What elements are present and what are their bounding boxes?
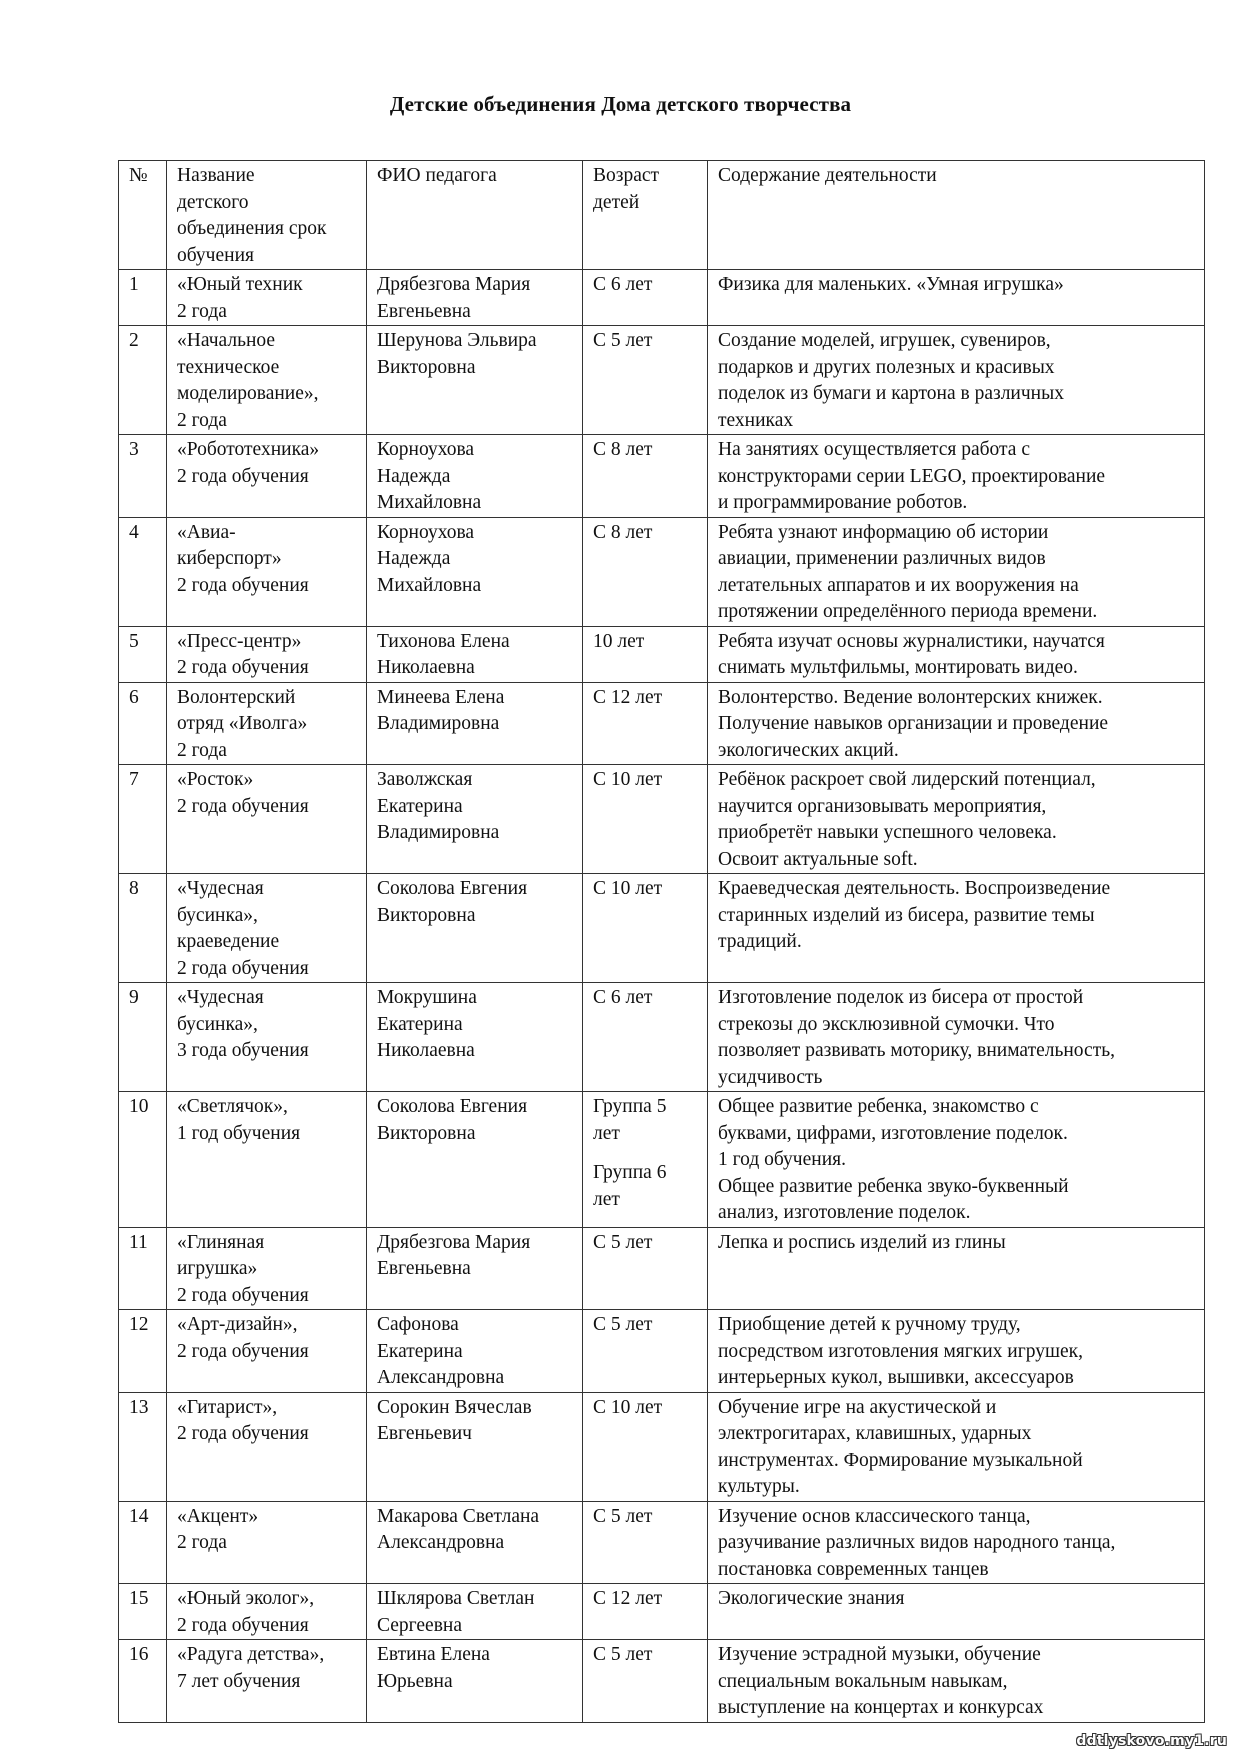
teacher-name: Минеева Елена Владимировна — [367, 682, 583, 765]
teacher-name: Евтина Елена Юрьевна — [367, 1640, 583, 1723]
association-name: «Пресс-центр» 2 года обучения — [167, 626, 367, 682]
table-row — [119, 270, 1205, 326]
teacher-name: Макарова Светлана Александровна — [367, 1501, 583, 1584]
teacher-name: Шерунова Эльвира Викторовна — [367, 326, 583, 435]
teacher-name: Сорокин Вячеслав Евгеньевич — [367, 1392, 583, 1501]
row-number: 1 — [119, 270, 167, 326]
association-name: «Авиа- киберспорт» 2 года обучения — [167, 517, 367, 626]
teacher-name: Мокрушина Екатерина Николаевна — [367, 983, 583, 1092]
children-age: С 10 лет — [583, 765, 708, 874]
teacher-name: Корноухова Надежда Михайловна — [367, 435, 583, 518]
activity-description: Обучение игре на акустической и электрогитарах, клавишных, ударных инструментах. Формирование музыкальной культуры. — [708, 1392, 1205, 1501]
row-number: 7 — [119, 765, 167, 874]
association-name: «Глиняная игрушка» 2 года обучения — [167, 1227, 367, 1310]
table-row — [119, 1392, 1205, 1501]
row-number: 5 — [119, 626, 167, 682]
row-number: 15 — [119, 1584, 167, 1640]
association-name: «Гитарист», 2 года обучения — [167, 1392, 367, 1501]
activity-description: Ребёнок раскроет свой лидерский потенциал, научится организовывать мероприятия, приобретёт навыки успешного человека. Освоит актуальные soft. — [708, 765, 1205, 874]
table-row — [119, 1227, 1205, 1310]
row-number: 2 — [119, 326, 167, 435]
activity-description: Общее развитие ребенка, знакомство с буквами, цифрами, изготовление поделок. 1 год обучения. Общее развитие ребенка звуко-буквенный анализ, изготовление поделок. — [708, 1092, 1205, 1228]
association-name: Волонтерский отряд «Иволга» 2 года — [167, 682, 367, 765]
header-age: Возраст детей — [583, 161, 708, 270]
association-name: «Арт-дизайн», 2 года обучения — [167, 1310, 367, 1393]
row-number: 14 — [119, 1501, 167, 1584]
children-age: С 6 лет — [583, 983, 708, 1092]
header-num: № — [119, 161, 167, 270]
activity-description: Изучение основ классического танца, разучивание различных видов народного танца, постановка современных танцев — [708, 1501, 1205, 1584]
teacher-name: Сафонова Екатерина Александровна — [367, 1310, 583, 1393]
children-age: С 12 лет — [583, 682, 708, 765]
table-row — [119, 435, 1205, 518]
activity-description: Краеведческая деятельность. Воспроизведение старинных изделий из бисера, развитие темы традиций. — [708, 874, 1205, 983]
table-row — [119, 1584, 1205, 1640]
teacher-name: Тихонова Елена Николаевна — [367, 626, 583, 682]
children-age: С 6 лет — [583, 270, 708, 326]
header-name: Название детского объединения срок обучения — [167, 161, 367, 270]
association-name: «Светлячок», 1 год обучения — [167, 1092, 367, 1228]
row-number: 4 — [119, 517, 167, 626]
row-number: 12 — [119, 1310, 167, 1393]
activity-description: Изготовление поделок из бисера от простой стрекозы до эксклюзивной сумочки. Что позволяет развивать моторику, внимательность, усидчивость — [708, 983, 1205, 1092]
activity-description: Изучение эстрадной музыки, обучение специальным вокальным навыкам, выступление на концертах и конкурсах — [708, 1640, 1205, 1723]
children-age: 10 лет — [583, 626, 708, 682]
activity-description: Ребята изучат основы журналистики, научатся снимать мультфильмы, монтировать видео. — [708, 626, 1205, 682]
children-age: С 8 лет — [583, 517, 708, 626]
table-row — [119, 874, 1205, 983]
activity-description: Ребята узнают информацию об истории авиации, применении различных видов летательных аппаратов и их вооружения на протяжении определённого периода времени. — [708, 517, 1205, 626]
row-number: 6 — [119, 682, 167, 765]
table-row — [119, 682, 1205, 765]
teacher-name: Корноухова Надежда Михайловна — [367, 517, 583, 626]
table-row — [119, 1092, 1205, 1228]
header-teacher: ФИО педагога — [367, 161, 583, 270]
activity-description: Экологические знания — [708, 1584, 1205, 1640]
activity-description: Волонтерство. Ведение волонтерских книжек. Получение навыков организации и проведение экологических акций. — [708, 682, 1205, 765]
children-age: С 10 лет — [583, 1392, 708, 1501]
association-name: «Юный эколог», 2 года обучения — [167, 1584, 367, 1640]
table-row — [119, 517, 1205, 626]
activity-description: Создание моделей, игрушек, сувениров, подарков и других полезных и красивых поделок из бумаги и картона в различных техниках — [708, 326, 1205, 435]
site-watermark: ddtlyskovo.my1.ru — [1076, 1733, 1227, 1749]
association-name: «Росток» 2 года обучения — [167, 765, 367, 874]
children-age: С 5 лет — [583, 326, 708, 435]
association-name: «Робототехника» 2 года обучения — [167, 435, 367, 518]
table-row — [119, 1640, 1205, 1723]
children-age: С 10 лет — [583, 874, 708, 983]
table-row — [119, 983, 1205, 1092]
children-age: С 12 лет — [583, 1584, 708, 1640]
row-number: 13 — [119, 1392, 167, 1501]
associations-table — [118, 160, 1205, 1723]
association-name: «Чудесная бусинка», 3 года обучения — [167, 983, 367, 1092]
teacher-name: Дрябезгова Мария Евгеньевна — [367, 270, 583, 326]
teacher-name: Соколова Евгения Викторовна — [367, 1092, 583, 1228]
header-desc: Содержание деятельности — [708, 161, 1205, 270]
association-name: «Радуга детства», 7 лет обучения — [167, 1640, 367, 1723]
association-name: «Юный техник 2 года — [167, 270, 367, 326]
table-row — [119, 326, 1205, 435]
association-name: «Начальное техническое моделирование», 2 года — [167, 326, 367, 435]
teacher-name: Шклярова Светлан Сергеевна — [367, 1584, 583, 1640]
association-name: «Акцент» 2 года — [167, 1501, 367, 1584]
association-name: «Чудесная бусинка», краеведение 2 года обучения — [167, 874, 367, 983]
activity-description: Лепка и роспись изделий из глины — [708, 1227, 1205, 1310]
table-row — [119, 626, 1205, 682]
row-number: 10 — [119, 1092, 167, 1228]
row-number: 8 — [119, 874, 167, 983]
children-age: С 8 лет — [583, 435, 708, 518]
table-row — [119, 1501, 1205, 1584]
row-number: 9 — [119, 983, 167, 1092]
row-number: 16 — [119, 1640, 167, 1723]
children-age: С 5 лет — [583, 1501, 708, 1584]
teacher-name: Заволжская Екатерина Владимировна — [367, 765, 583, 874]
teacher-name: Дрябезгова Мария Евгеньевна — [367, 1227, 583, 1310]
row-number: 3 — [119, 435, 167, 518]
children-age: С 5 лет — [583, 1310, 708, 1393]
children-age: С 5 лет — [583, 1640, 708, 1723]
activity-description: На занятиях осуществляется работа с конструкторами серии LEGO, проектирование и программирование роботов. — [708, 435, 1205, 518]
children-age: С 5 лет — [583, 1227, 708, 1310]
activity-description: Приобщение детей к ручному труду, посредством изготовления мягких игрушек, интерьерных кукол, вышивки, аксессуаров — [708, 1310, 1205, 1393]
page-title: Детские объединения Дома детского творчества — [389, 92, 852, 116]
table-row — [119, 765, 1205, 874]
activity-description: Физика для маленьких. «Умная игрушка» — [708, 270, 1205, 326]
row-number: 11 — [119, 1227, 167, 1310]
children-age: Группа 5 лет Группа 6 лет — [583, 1092, 708, 1228]
table-header-row — [119, 161, 1205, 270]
table-row — [119, 1310, 1205, 1393]
teacher-name: Соколова Евгения Викторовна — [367, 874, 583, 983]
